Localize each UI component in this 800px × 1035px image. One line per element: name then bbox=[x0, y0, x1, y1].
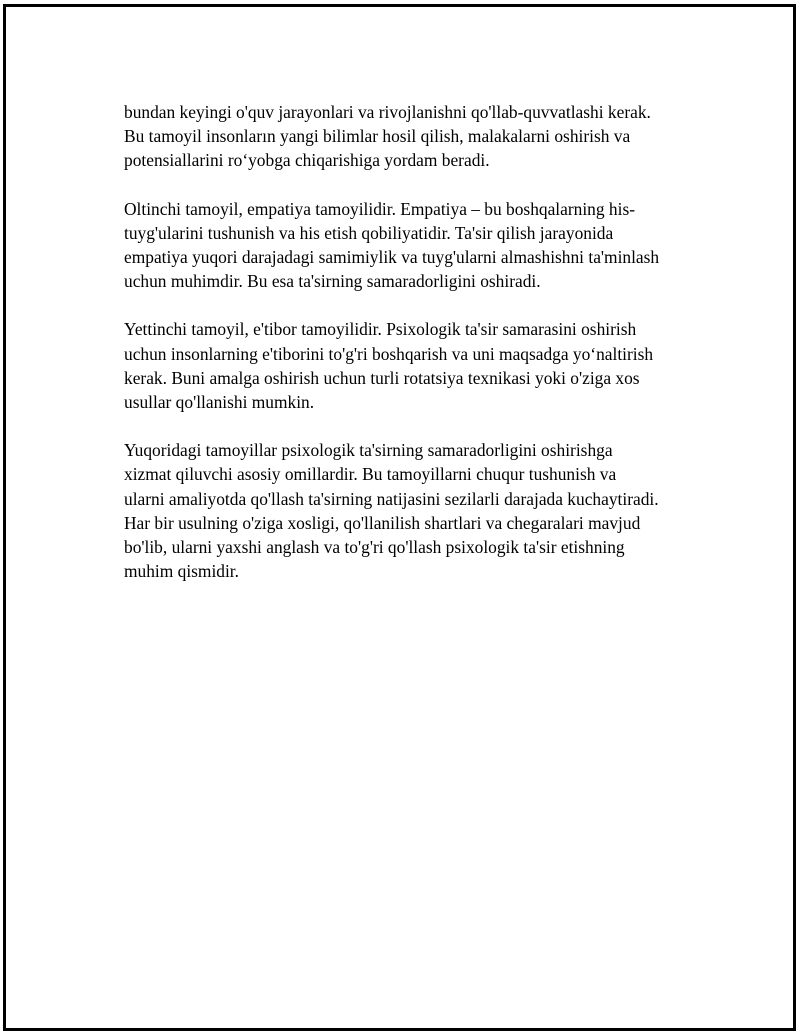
paragraph-2: Oltinchi tamoyil, empatiya tamoyilidir. Empatiya – bu boshqalarning his- tuyg'ularini tushunish va his etish qobiliyatidir. Ta'sir qilish jarayonida empatiya yuqori darajadagi samimiylik va tuyg'ularni almashishni ta'minlash uchun muhimdir. Bu esa ta'sirning samaradorligini oshiradi. bbox=[124, 198, 660, 292]
paragraph-3: Yettinchi tamoyil, e'tibor tamoyilidir. Psixologik ta'sir samarasini oshirish uchun insonlarning e'tiborini to'g'ri boshqarish va uni maqsadga yo‘naltirish kerak. Buni amalga oshirish uchun turli rotatsiya texnikasi yoki o'ziga xos usullar qo'llanishi mumkin. bbox=[124, 319, 654, 413]
paragraph-1: bundan keyingi o'quv jarayonlari va rivojlanishni qo'llab-quvvatlashi kerak. Bu tamoyil insonların yangi bilimlar hosil qilish, malakalarni oshirish va potensiallarini ro‘yobga chiqarishiga yordam beradi. bbox=[124, 102, 651, 171]
paragraph-4: Yuqoridagi tamoyillar psixologik ta'sirning samaradorligini oshirishga xizmat qiluvchi asosiy omillardir. Bu tamoyillarni chuqur tushunish va ularni amaliyotda qo'llash ta'sirning natijasini sezilarli darajada kuchaytiradi. Har bir usulning o'ziga xosligi, qo'llanilish shartlari va chegaralari mavjud bo'lib, ularni yaxshi anglash va to'g'ri qo'llash psixologik ta'sir etishning muhim qismidir. bbox=[124, 440, 659, 582]
page bbox=[3, 4, 796, 1031]
document-body bbox=[124, 100, 699, 607]
